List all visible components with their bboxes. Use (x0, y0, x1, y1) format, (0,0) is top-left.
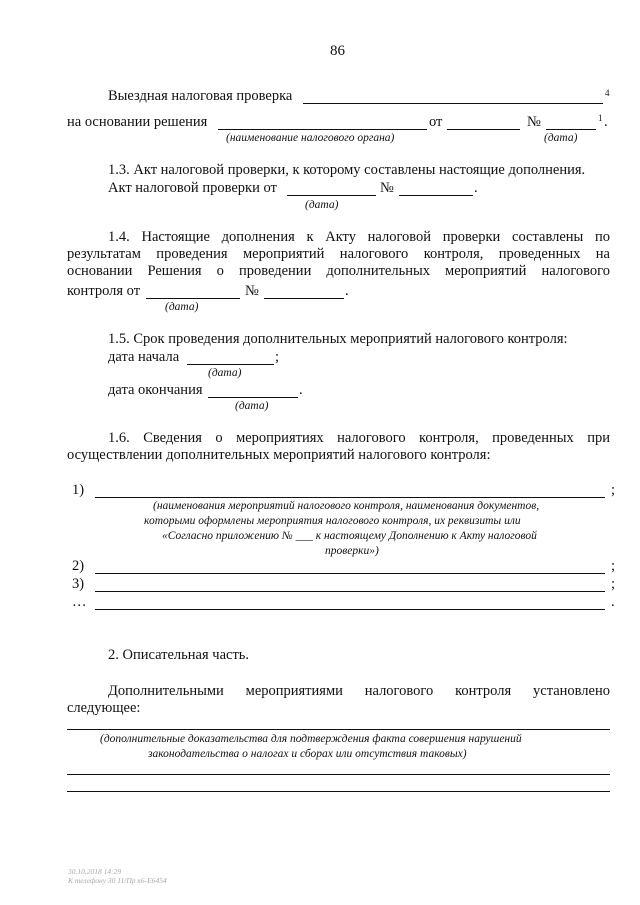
s16-hint-line2: которыми оформлены мероприятия налогового контроля, их реквизиты или (144, 515, 521, 527)
s14-no: № (245, 283, 259, 299)
s16-paragraph (67, 430, 610, 447)
s16-item2-blank (95, 573, 605, 574)
s2-hint-line1: (дополнительные доказательства для подтверждения факта совершения нарушений (100, 733, 522, 745)
s16-hint-line3: «Согласно приложению № ___ к настоящему Дополнению к Акту налоговой (162, 530, 537, 542)
s15-start-end: ; (275, 349, 280, 365)
s2-hint-line2: законодательства о налогах и сборах или отсутствия таковых) (148, 748, 467, 760)
header-number-blank (546, 129, 596, 130)
s14-line1: 1.4. Настоящие дополнения к Акту налоговой проверки составлены по (108, 229, 610, 245)
s15-end-label: дата окончания (108, 382, 203, 398)
s14-line2: результатам проведения мероприятий налогового контроля, проведенных на (67, 246, 610, 262)
s13-line1: 1.3. Акт налоговой проверки, к которому составлены настоящие дополнения. (108, 162, 586, 178)
stamp-line1: 30.10.2018 14:29 (68, 867, 122, 876)
s16-hint-line1: (наименования мероприятий налогового контроля, наименования документов, (153, 500, 540, 512)
s16-item4-end: . (611, 594, 615, 610)
header-line2-end: . (604, 114, 608, 130)
s16-item3-blank (95, 591, 605, 592)
s14-line3: основании Решения о проведении дополнительных мероприятий налогового (67, 263, 610, 279)
stamp-line2: К телефону 30 11/Пр к6-Е6454 (68, 876, 167, 885)
s16-hint-line4: проверки») (325, 545, 379, 557)
s2-blank1 (67, 729, 610, 730)
header-date-blank (447, 129, 520, 130)
s15-start-blank (187, 364, 274, 365)
s16-item4-num: … (72, 594, 87, 610)
s13-end: . (474, 180, 478, 196)
header-hint-organ: (наименование налогового органа) (226, 132, 395, 144)
s14-end: . (345, 283, 349, 299)
s14-line4-label: контроля от (67, 283, 141, 299)
s16-item1-end: ; (611, 482, 616, 498)
header-line1-blank (303, 103, 603, 104)
s13-no: № (380, 180, 394, 196)
s15-end-hint: (дата) (235, 400, 269, 412)
s15-end-blank (208, 397, 298, 398)
s2-blank2 (67, 774, 610, 775)
s15-end-end: . (299, 382, 303, 398)
s2-blank3 (67, 791, 610, 792)
header-organ-blank (218, 129, 427, 130)
s16-item3-end: ; (611, 576, 616, 592)
header-line2-label: на основании решения (67, 114, 208, 130)
s14-date-blank (146, 298, 240, 299)
s16-item2-end: ; (611, 558, 616, 574)
s2-line2: следующее: (67, 700, 141, 716)
header-line1-label: Выездная налоговая проверка (108, 88, 293, 104)
s16-item4-blank (95, 609, 605, 610)
s15-start-hint: (дата) (208, 367, 242, 379)
s14-hint-date: (дата) (165, 301, 199, 313)
s13-hint-date: (дата) (305, 199, 339, 211)
s16-item1-num: 1) (72, 482, 85, 498)
s14-paragraph (67, 229, 610, 280)
s13-line2-label: Акт налоговой проверки от (108, 180, 277, 196)
page-number: 86 (330, 43, 345, 59)
header-line1-footnote: 4 (605, 88, 610, 98)
s2-title: 2. Описательная часть. (108, 647, 250, 663)
s16-line1: 1.6. Сведения о мероприятиях налогового контроля, проведенных при (108, 430, 610, 446)
s16-item3-num: 3) (72, 576, 85, 592)
header-line2-from: от (429, 114, 443, 130)
s2-line1: Дополнительными мероприятиями налогового контроля установлено (108, 683, 610, 699)
s13-date-blank (287, 195, 376, 196)
s15-start-label: дата начала (108, 349, 180, 365)
s2-paragraph (108, 683, 610, 700)
header-hint-date: (дата) (544, 132, 578, 144)
s16-item1-blank (95, 497, 605, 498)
header-line2-no: № (527, 114, 541, 130)
s16-item2-num: 2) (72, 558, 85, 574)
header-line2-footnote: 1 (598, 113, 603, 123)
s15-title: 1.5. Срок проведения дополнительных мероприятий налогового контроля: (108, 331, 568, 347)
s16-line2: осуществлении дополнительных мероприятий налогового контроля: (67, 447, 491, 463)
s13-number-blank (399, 195, 473, 196)
s14-number-blank (264, 298, 344, 299)
